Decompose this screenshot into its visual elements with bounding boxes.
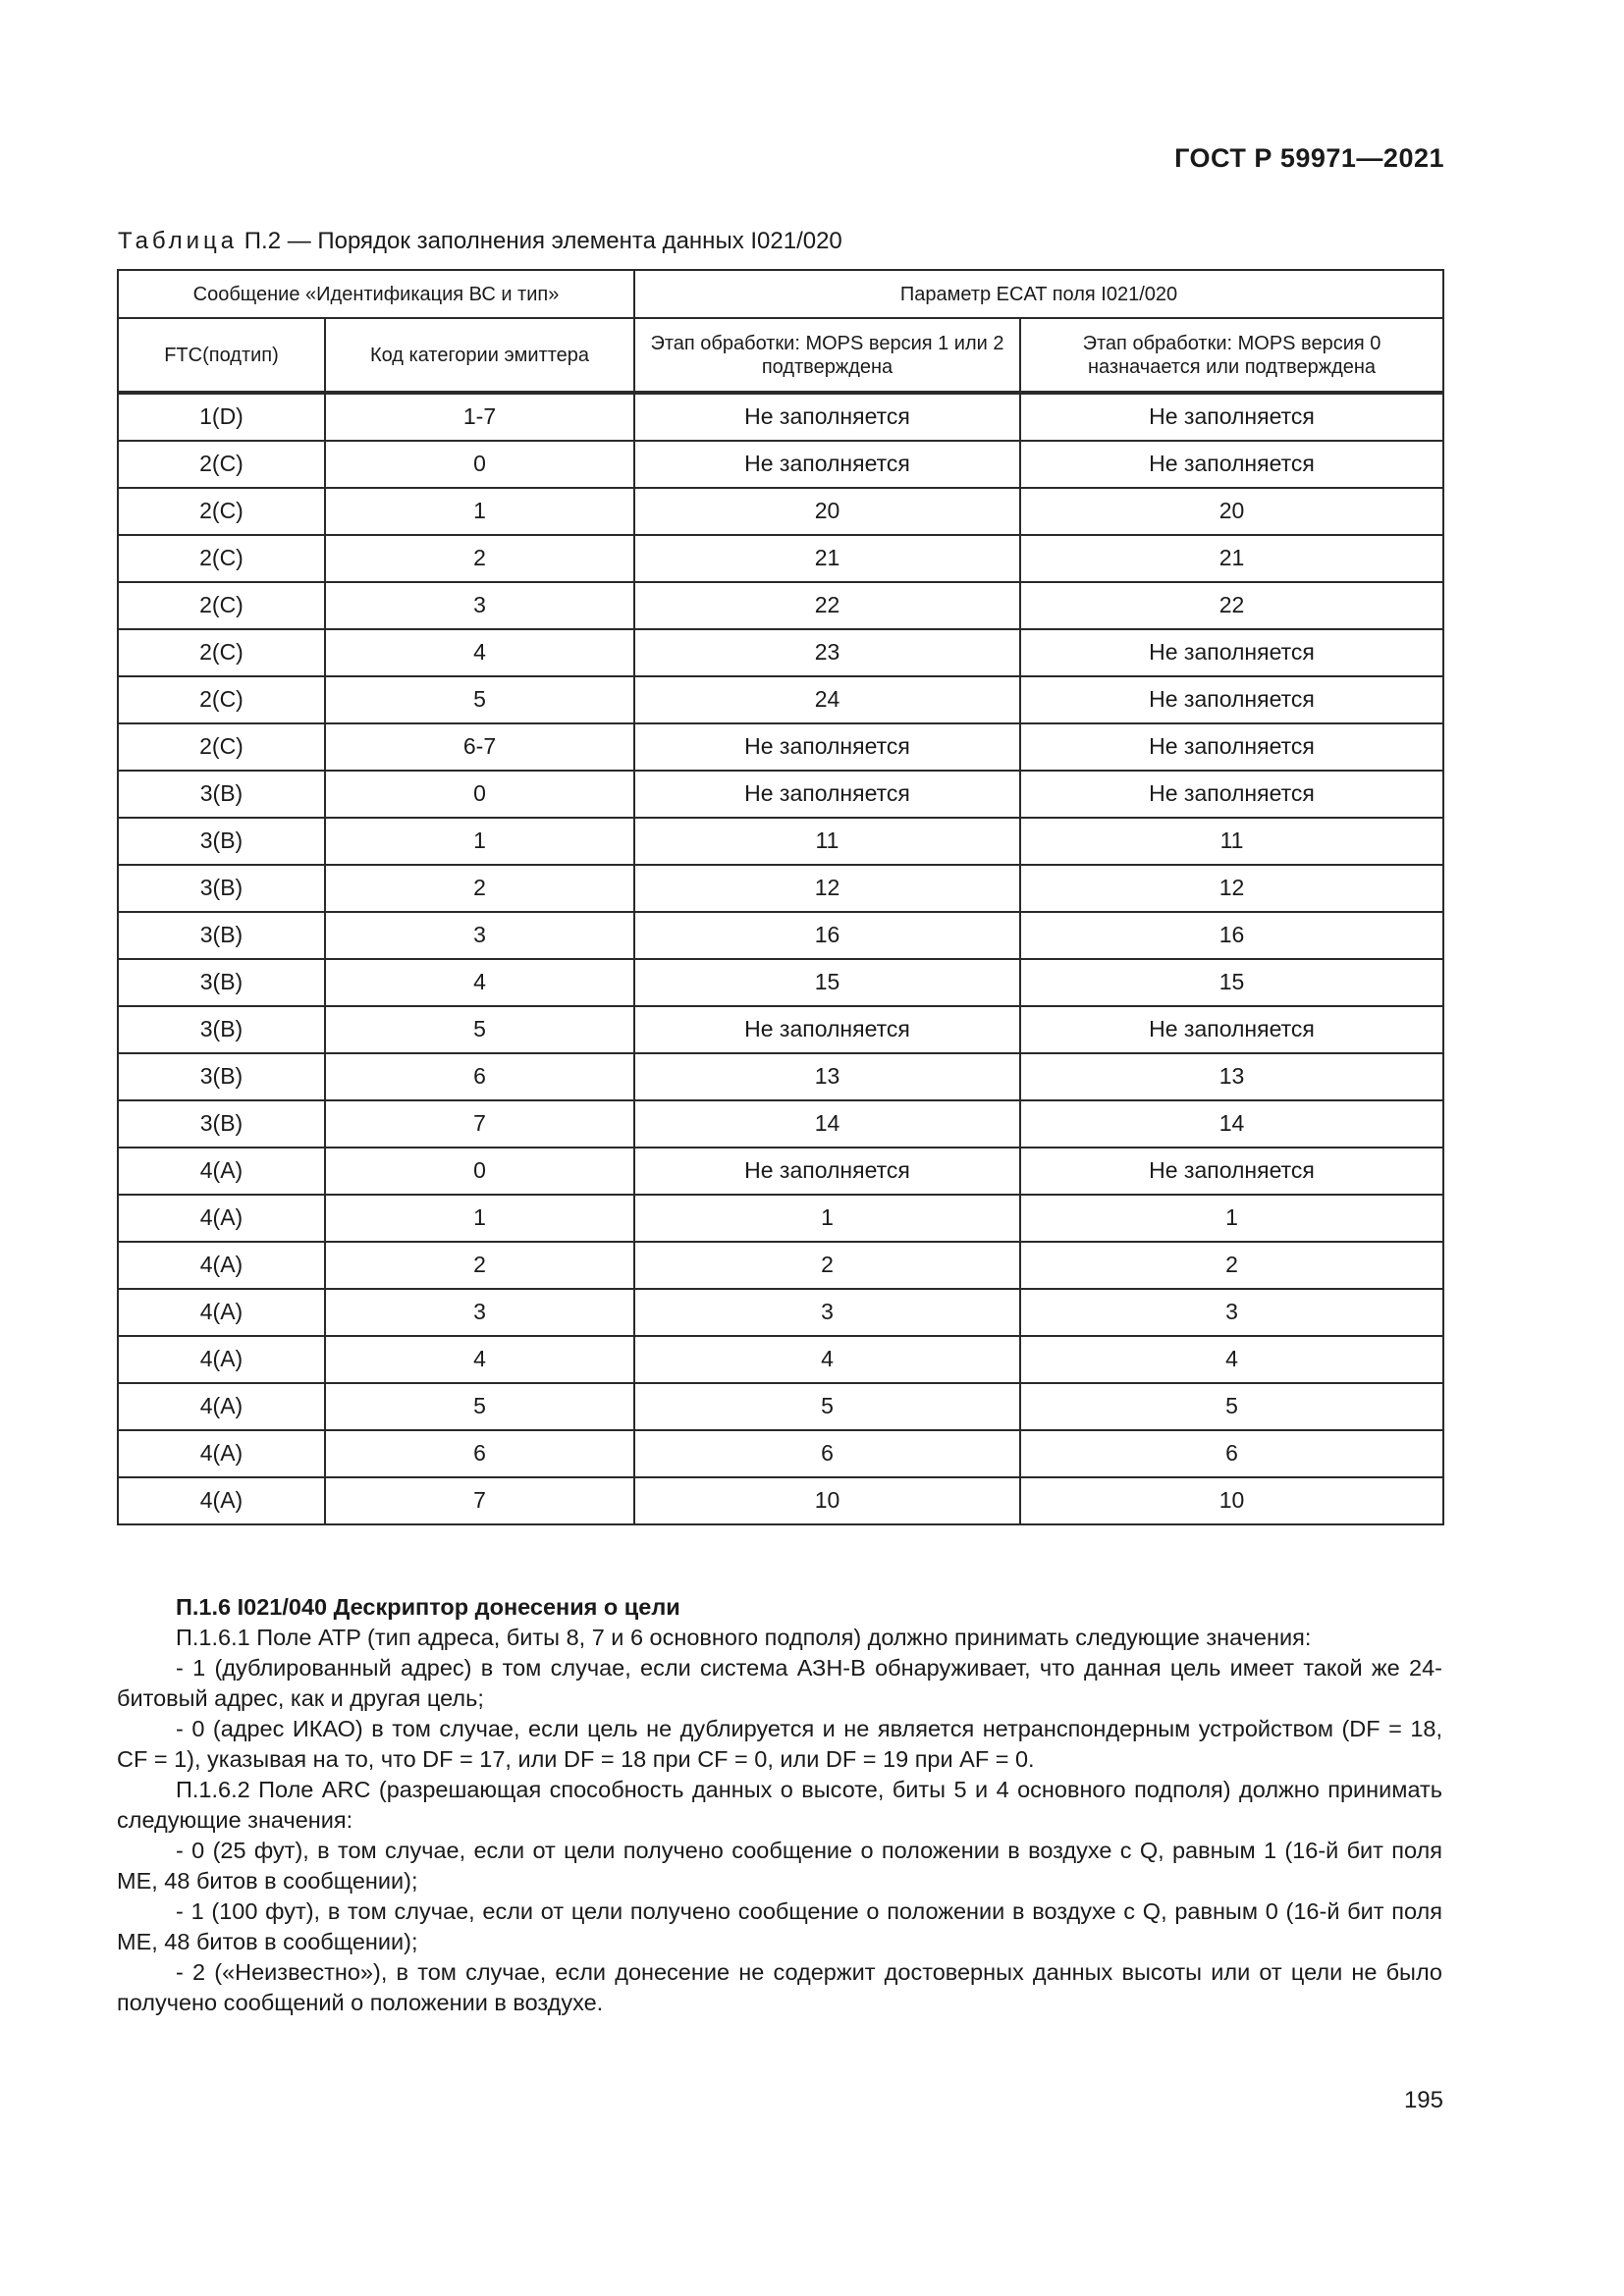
table-cell: Не заполняется (1020, 629, 1443, 676)
paragraph: - 1 (100 фут), в том случае, если от цели получено сообщение о положении в воздухе с Q, равным 0 (16-й бит поля ME, 48 битов в сообщении); (117, 1898, 1442, 1954)
table-cell: 4(A) (118, 1148, 325, 1195)
table-cell: 3 (325, 912, 634, 959)
table-row (118, 1006, 1443, 1053)
table-cell: 3 (325, 582, 634, 629)
paragraph: - 0 (25 фут), в том случае, если от цели получено сообщение о положении в воздухе с Q, равным 1 (16-й бит поля ME, 48 битов в сообщении); (117, 1838, 1442, 1894)
table-cell: 13 (634, 1053, 1020, 1100)
table-cell: Не заполняется (1020, 441, 1443, 488)
table-cell: 6 (325, 1053, 634, 1100)
table-cell: 2(C) (118, 441, 325, 488)
table-cell: 0 (325, 441, 634, 488)
table-cell: 2(C) (118, 488, 325, 535)
table-row (118, 771, 1443, 818)
table-row (118, 1336, 1443, 1383)
table-cell: 4 (325, 1336, 634, 1383)
column-header-mops-v1-v2: Этап обработки: MOPS версия 1 или 2 подтверждена (634, 318, 1020, 393)
table-caption-word: Таблица (118, 228, 239, 254)
table-cell: 5 (325, 1006, 634, 1053)
table-row (118, 441, 1443, 488)
table-cell: 3(B) (118, 818, 325, 865)
table-cell: 3(B) (118, 865, 325, 912)
document-id: ГОСТ Р 59971—2021 (1174, 143, 1444, 173)
table-cell: 5 (325, 676, 634, 723)
table-group-header-row (118, 270, 1443, 318)
table-cell: 4(A) (118, 1477, 325, 1524)
table-cell: 3 (1020, 1289, 1443, 1336)
table-row (118, 629, 1443, 676)
table-cell: 16 (1020, 912, 1443, 959)
table-cell: Не заполняется (1020, 393, 1443, 441)
table-cell: 2(C) (118, 723, 325, 771)
table-cell: 2 (634, 1242, 1020, 1289)
table-cell: 5 (1020, 1383, 1443, 1430)
table-cell: 0 (325, 1148, 634, 1195)
table-row (118, 1430, 1443, 1477)
table-row (118, 1383, 1443, 1430)
table-cell: 1 (325, 818, 634, 865)
table-cell: 1 (634, 1195, 1020, 1242)
table-row (118, 912, 1443, 959)
table-cell: 4(A) (118, 1289, 325, 1336)
table-cell: 7 (325, 1100, 634, 1148)
table-cell: 3(B) (118, 771, 325, 818)
table-cell: 4(A) (118, 1336, 325, 1383)
table-cell: Не заполняется (634, 771, 1020, 818)
table-cell: 16 (634, 912, 1020, 959)
table-cell: 5 (325, 1383, 634, 1430)
table-cell: Не заполняется (634, 441, 1020, 488)
table-caption-text: П.2 — Порядок заполнения элемента данных I021/020 (238, 228, 842, 254)
table-row (118, 393, 1443, 441)
table-cell: 1 (1020, 1195, 1443, 1242)
table-cell: Не заполняется (1020, 723, 1443, 771)
paragraph: - 2 («Неизвестно»), в том случае, если донесение не содержит достоверных данных высоты или от цели не было получено сообщений о положении в воздухе. (117, 1959, 1442, 2015)
table-cell: 15 (634, 959, 1020, 1006)
table-cell: 2 (1020, 1242, 1443, 1289)
table-cell: 3(B) (118, 1053, 325, 1100)
table-cell: 4(A) (118, 1195, 325, 1242)
table-cell: 2(C) (118, 676, 325, 723)
table-cell: 6 (1020, 1430, 1443, 1477)
table-cell: 3 (634, 1289, 1020, 1336)
table-row (118, 1195, 1443, 1242)
table-cell: 2(C) (118, 629, 325, 676)
table-cell: 2(C) (118, 582, 325, 629)
table-row (118, 582, 1443, 629)
table-cell: 3(B) (118, 959, 325, 1006)
table-cell: 12 (634, 865, 1020, 912)
table-cell: 1-7 (325, 393, 634, 441)
table-cell: 22 (634, 582, 1020, 629)
group-header-ecat: Параметр ECAT поля I021/020 (634, 270, 1443, 318)
table-cell: Не заполняется (1020, 1148, 1443, 1195)
table-cell: 20 (1020, 488, 1443, 535)
table-cell: Не заполняется (1020, 676, 1443, 723)
ecat-table (117, 269, 1444, 1525)
table-cell: 4(A) (118, 1383, 325, 1430)
table-cell: 6 (634, 1430, 1020, 1477)
table-cell: 2 (325, 865, 634, 912)
table-cell: 11 (1020, 818, 1443, 865)
section-body (117, 1592, 1442, 2018)
table-cell: 23 (634, 629, 1020, 676)
table-cell: Не заполняется (1020, 771, 1443, 818)
table-cell: 10 (1020, 1477, 1443, 1524)
table-cell: 0 (325, 771, 634, 818)
table-row (118, 1100, 1443, 1148)
table-cell: 1(D) (118, 393, 325, 441)
table-cell: 4 (325, 629, 634, 676)
paragraph: П.1.6.2 Поле ARC (разрешающая способность данных о высоте, биты 5 и 4 основного подполя) должно принимать следующие значения: (117, 1777, 1442, 1833)
table-row (118, 676, 1443, 723)
table-cell: 22 (1020, 582, 1443, 629)
table-row (118, 535, 1443, 582)
table-row (118, 488, 1443, 535)
table-cell: Не заполняется (634, 723, 1020, 771)
table-row (118, 1242, 1443, 1289)
table-cell: 5 (634, 1383, 1020, 1430)
table-cell: 4(A) (118, 1430, 325, 1477)
table-cell: 2(C) (118, 535, 325, 582)
table-cell: 4 (634, 1336, 1020, 1383)
table-cell: 3(B) (118, 1100, 325, 1148)
table-cell: 24 (634, 676, 1020, 723)
section-title: П.1.6 I021/040 Дескриптор донесения о цели (176, 1594, 680, 1620)
paragraph: - 0 (адрес ИКАО) в том случае, если цель не дублируется и не является нетранспондерным устройством (DF = 18, CF = 1), указывая на то, что DF = 17, или DF = 18 при CF = 0, или DF = 19 при AF = 0. (117, 1716, 1442, 1772)
table-cell: 11 (634, 818, 1020, 865)
table-cell: 3 (325, 1289, 634, 1336)
paragraph: П.1.6.1 Поле ATP (тип адреса, биты 8, 7 и 6 основного подполя) должно принимать следующие значения: (176, 1625, 1312, 1650)
table-cell: Не заполняется (634, 393, 1020, 441)
table-column-header-row (118, 318, 1443, 393)
table-cell: 21 (634, 535, 1020, 582)
table-cell: 4(A) (118, 1242, 325, 1289)
table-cell: 4 (1020, 1336, 1443, 1383)
table-cell: Не заполняется (634, 1148, 1020, 1195)
table-row (118, 959, 1443, 1006)
table-row (118, 1148, 1443, 1195)
table-cell: 12 (1020, 865, 1443, 912)
table-cell: 6 (325, 1430, 634, 1477)
group-header-message: Сообщение «Идентификация ВС и тип» (118, 270, 634, 318)
table-cell: 3(B) (118, 1006, 325, 1053)
table-cell: 1 (325, 488, 634, 535)
table-row (118, 1289, 1443, 1336)
table-cell: 7 (325, 1477, 634, 1524)
table-row (118, 723, 1443, 771)
table-cell: 14 (634, 1100, 1020, 1148)
table-row (118, 1053, 1443, 1100)
table-cell: 4 (325, 959, 634, 1006)
table-cell: 6-7 (325, 723, 634, 771)
table-cell: Не заполняется (1020, 1006, 1443, 1053)
table-row (118, 865, 1443, 912)
column-header-ftc: FTC(подтип) (118, 318, 325, 393)
table-cell: 15 (1020, 959, 1443, 1006)
table-caption (118, 228, 842, 255)
table-cell: 13 (1020, 1053, 1443, 1100)
column-header-emitter-code: Код категории эмиттера (325, 318, 634, 393)
table-cell: 2 (325, 1242, 634, 1289)
table-cell: 21 (1020, 535, 1443, 582)
table-cell: 3(B) (118, 912, 325, 959)
table-row (118, 818, 1443, 865)
table-row (118, 1477, 1443, 1524)
table-cell: 20 (634, 488, 1020, 535)
column-header-mops-v0: Этап обработки: MOPS версия 0 назначается или подтверждена (1020, 318, 1443, 393)
table-cell: 14 (1020, 1100, 1443, 1148)
table-cell: 1 (325, 1195, 634, 1242)
table-cell: 10 (634, 1477, 1020, 1524)
table-cell: Не заполняется (634, 1006, 1020, 1053)
table-cell: 2 (325, 535, 634, 582)
page-number: 195 (1403, 2087, 1443, 2113)
paragraph: - 1 (дублированный адрес) в том случае, если система АЗН-В обнаруживает, что данная цель имеет такой же 24-битовый адрес, как и другая цель; (117, 1655, 1442, 1711)
